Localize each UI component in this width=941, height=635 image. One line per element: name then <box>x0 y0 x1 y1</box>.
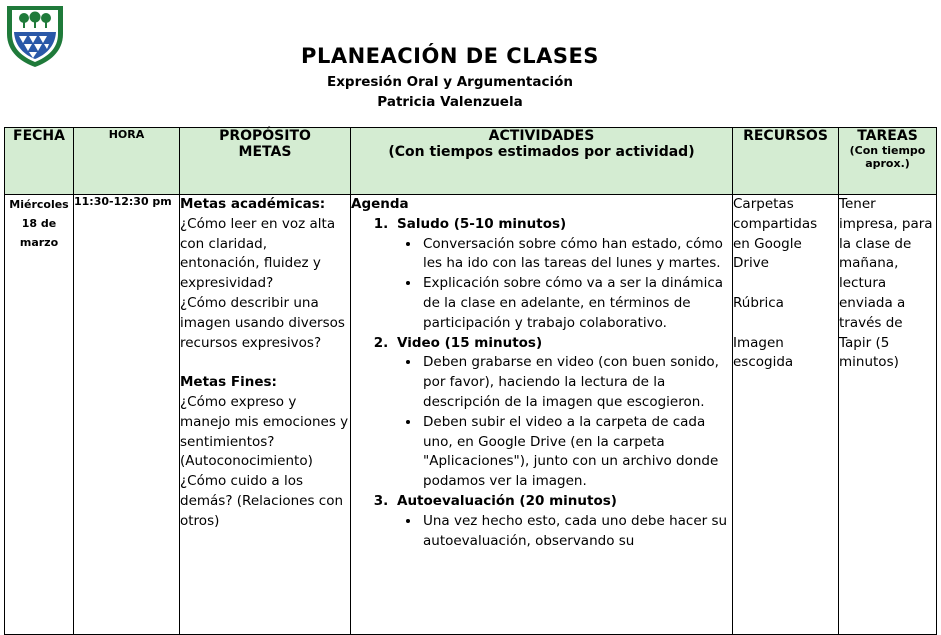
page-title: PLANEACIÓN DE CLASES <box>301 44 599 68</box>
header-tareas <box>839 128 937 195</box>
agenda-bullet: • Deben subir el video a la carpeta de cada uno, en Google Drive (en la carpeta "Aplicaciones"), junto con un archivo donde podamos ver la imagen. <box>421 413 732 492</box>
recursos-cell <box>733 195 839 635</box>
recurso-item: Rúbrica <box>733 294 784 311</box>
header-row <box>5 128 937 195</box>
agenda-bullet: • Deben grabarse en video (con buen sonido, por favor), haciendo la lectura de la descripción de la imagen que escogieron. <box>421 353 732 412</box>
fecha-line: 18 de <box>21 217 57 230</box>
header-proposito <box>180 128 351 195</box>
course-subtitle: Expresión Oral y Argumentación <box>326 74 574 90</box>
header-tareas-label: TAREAS <box>857 128 918 144</box>
header-actividades-line1: ACTIVIDADES <box>488 128 595 144</box>
meta-item: ¿Cómo leer en voz alta con claridad, entonación, fluidez y expresividad? <box>180 215 336 292</box>
fecha-cell <box>5 195 74 635</box>
proposito-cell <box>180 195 351 635</box>
agenda-title: Agenda <box>351 196 409 212</box>
agenda-list <box>351 215 732 552</box>
recurso-item: Imagen escogida <box>733 334 794 371</box>
fecha-line: Miércoles <box>9 198 69 211</box>
agenda-bullet: • Explicación sobre cómo va a ser la dinámica de la clase en adelante, en términos de participación y trabajo colaborativo. <box>421 274 732 333</box>
header-proposito-line1: PROPÓSITO <box>219 128 311 144</box>
agenda-item-title: Autoevaluación (20 minutos) <box>397 492 617 509</box>
header-actividades <box>351 128 733 195</box>
fecha-line: marzo <box>19 236 59 249</box>
lesson-plan-table <box>4 127 937 635</box>
meta-item: ¿Cómo describir una imagen usando diversos recursos expresivos? <box>180 294 345 351</box>
header-recursos: RECURSOS <box>733 128 839 195</box>
hora-cell: 11:30-12:30 pm <box>74 195 180 635</box>
agenda-item <box>393 215 732 334</box>
agenda-item-title: Video (15 minutos) <box>397 334 543 351</box>
teacher-name: Patricia Valenzuela <box>377 94 523 110</box>
agenda-bullet: • Una vez hecho esto, cada uno debe hacer su autoevaluación, observando su <box>421 512 732 552</box>
header-proposito-line2: METAS <box>238 144 292 160</box>
metas-academicas-title: Metas académicas: <box>180 196 326 212</box>
header-hora: HORA <box>74 128 180 195</box>
header-fecha: FECHA <box>5 128 74 195</box>
agenda-item <box>393 492 732 551</box>
agenda-item-title: Saludo (5-10 minutos) <box>397 215 567 232</box>
agenda-item <box>393 334 732 492</box>
metas-fines-title: Metas Fines: <box>180 374 277 391</box>
header-actividades-line2: (Con tiempos estimados por actividad) <box>388 144 695 160</box>
meta-item: ¿Cómo cuido a los demás? (Relaciones con otros) <box>180 473 344 529</box>
actividades-cell <box>351 195 733 635</box>
header-tareas-note: (Con tiempo aprox.) <box>849 144 926 170</box>
recurso-item: Carpetas compartidas en Google Drive <box>733 196 818 272</box>
plan-row <box>5 195 937 635</box>
meta-item: ¿Cómo expreso y manejo mis emociones y sentimientos? (Autoconocimiento) <box>180 393 349 470</box>
document-header <box>0 44 900 110</box>
tareas-cell: Tener impresa, para la clase de mañana, lectura enviada a través de Tapir (5 minutos) <box>839 195 937 635</box>
agenda-bullet: • Conversación sobre cómo han estado, cómo les ha ido con las tareas del lunes y martes. <box>421 235 732 275</box>
